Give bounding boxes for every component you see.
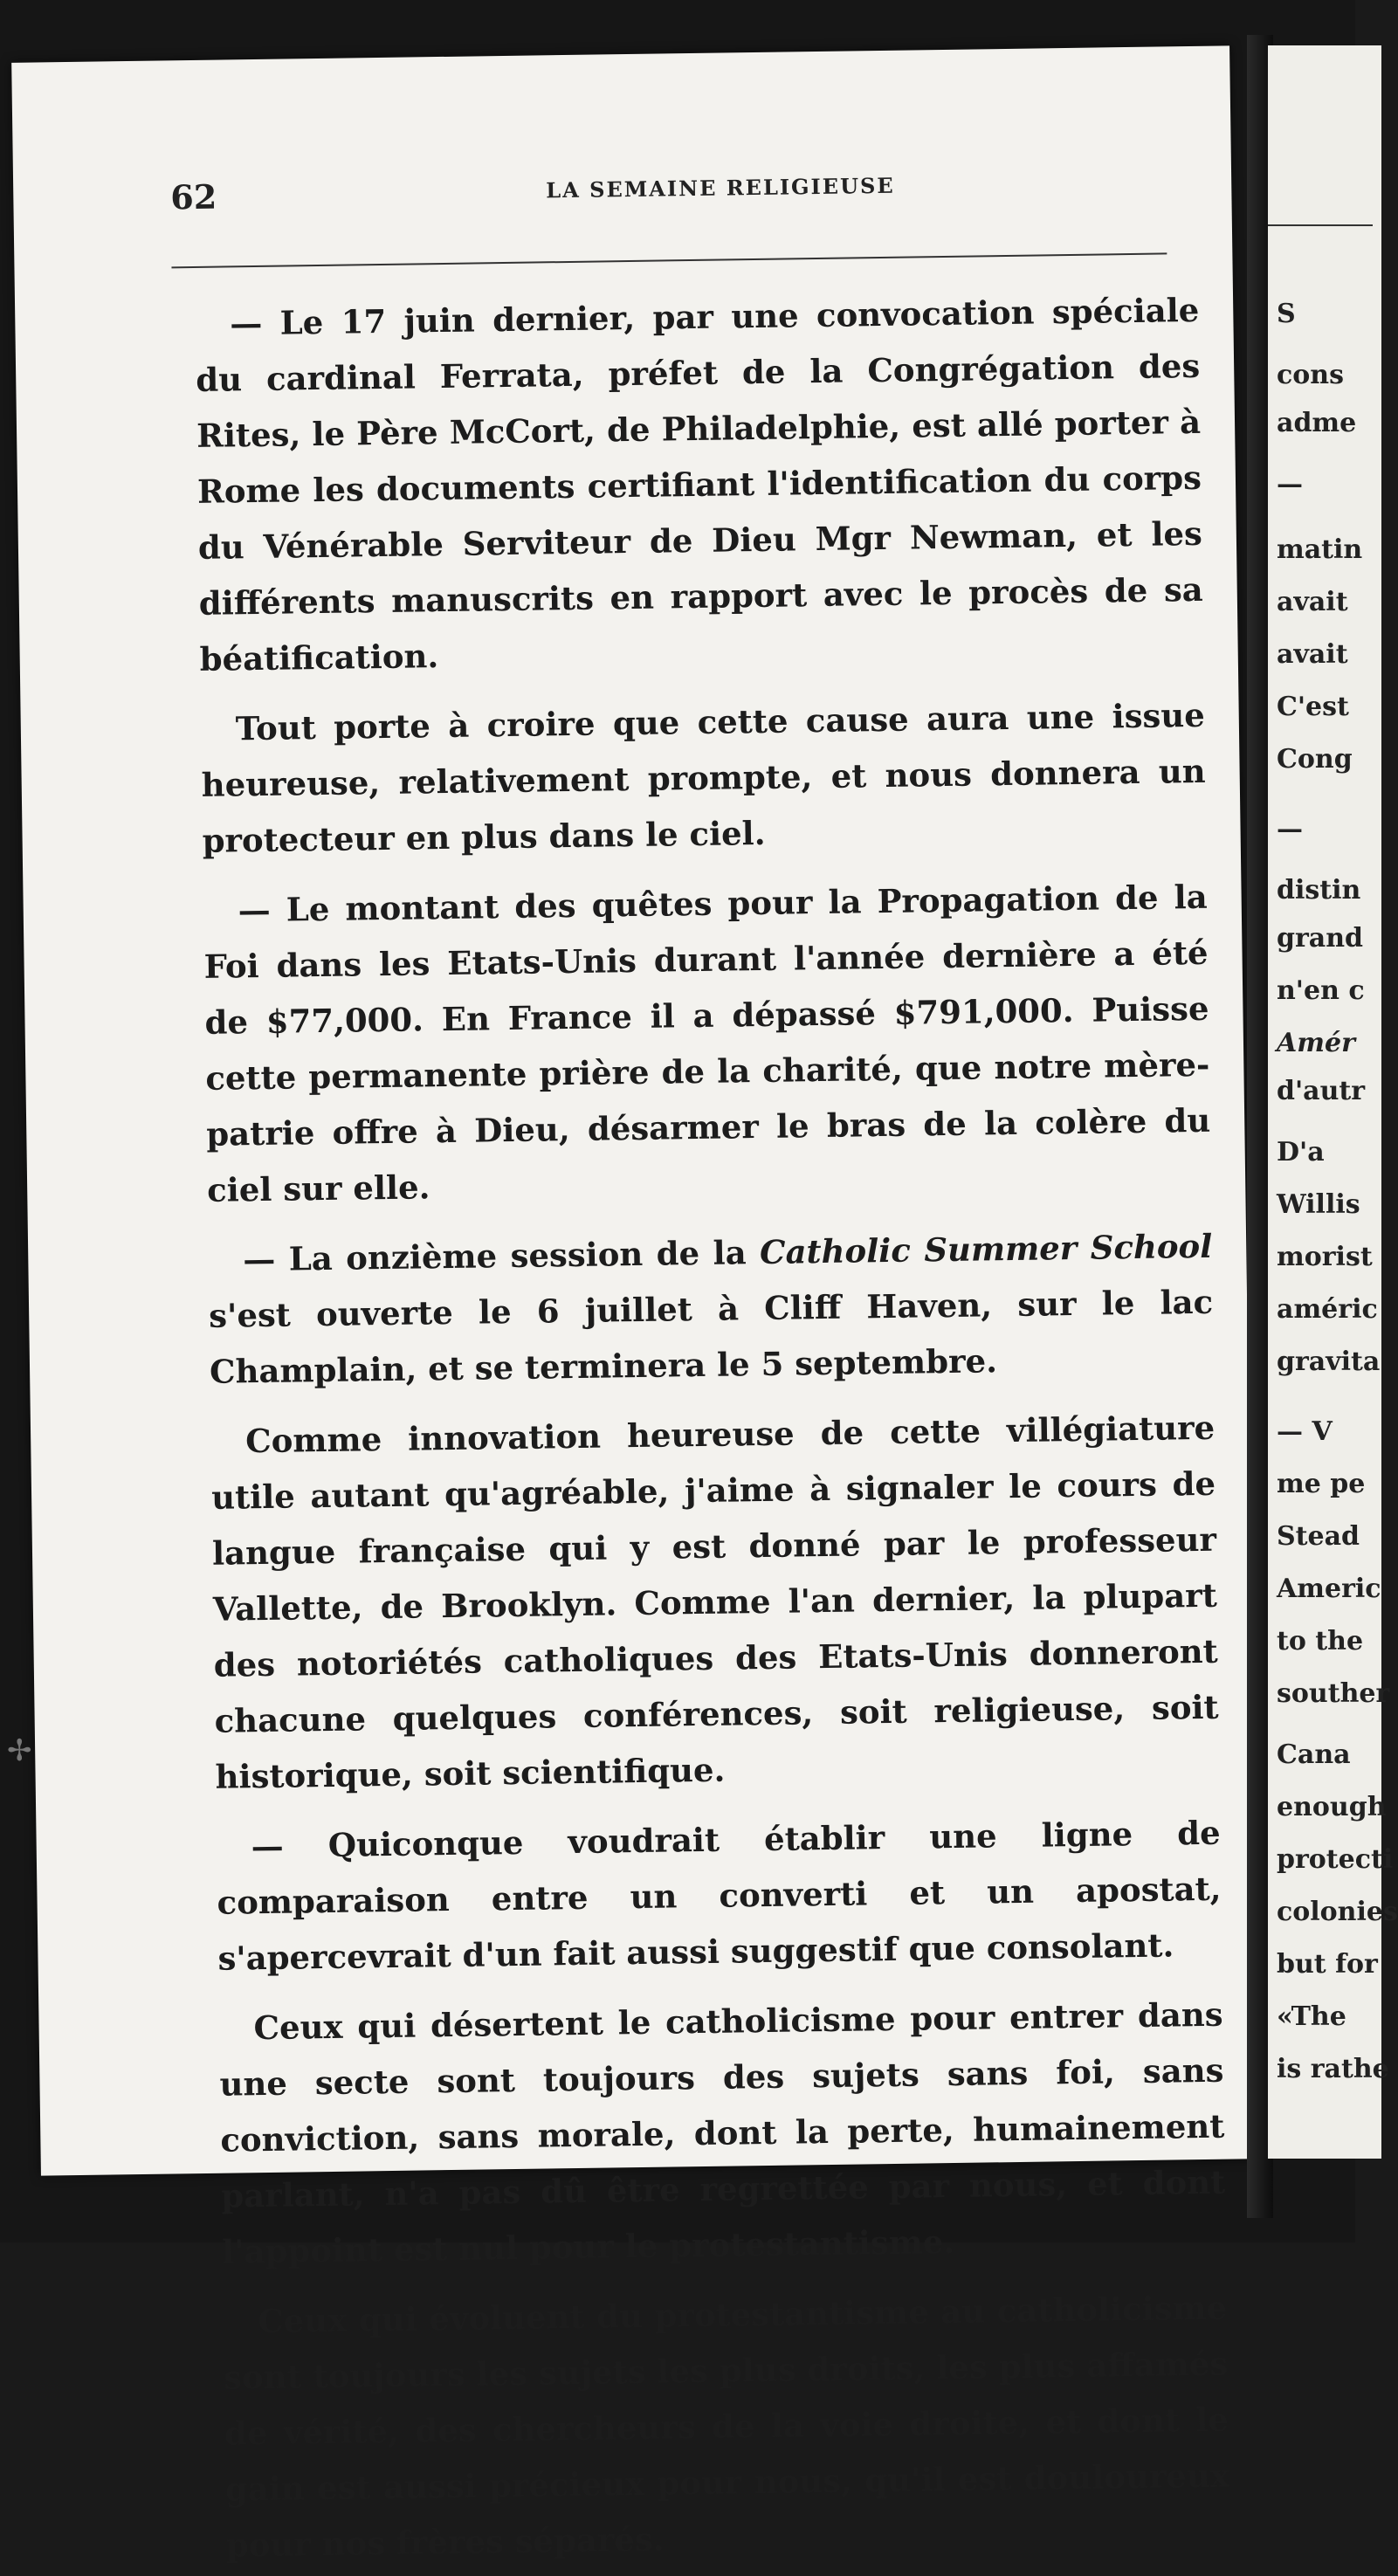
header-rule [171,252,1167,268]
adjacent-page-fragment: Willis [1277,1189,1360,1220]
adjacent-page-fragment: matin [1277,534,1363,565]
paragraph-converts: Ceux qui évoluent du protestantisme au catholicisme sont toujours les sujets les plus droits, les plus affamés de vérité, des chercheurs de la voie droite, et dont le gain est aussi précieux pour nous, qu'il est douloureux pour nos frères séparés. [223,2288,1230,2565]
adjacent-page-fragment: n'en c [1277,975,1365,1006]
adjacent-page-fragment: to the [1277,1626,1364,1656]
adjacent-page-fragment: «The [1277,2001,1346,2032]
adjacent-page-fragment: avait [1277,639,1348,670]
adjacent-page-fragment: adme [1277,408,1357,438]
adjacent-page-fragment: Stead [1277,1521,1360,1552]
adjacent-page-fragment: — [1277,814,1303,844]
paragraph-cause: Tout porte à croire que cette cause aura une issue heureuse, relativement prompte, et nous donnera un protecteur en plus dans le ciel. [201,695,1206,860]
adjacent-page-fragment: cons [1277,360,1344,390]
adjacent-page-fragment: — [1277,469,1303,499]
page-number: 62 [170,176,217,217]
adjacent-page-fragment: — V [1277,1416,1333,1447]
book-page [11,45,1259,2565]
adjacent-page-fragment: Cong [1277,744,1353,775]
margin-mark-icon: ✢ [7,1733,32,1768]
paragraph-comparison: — Quiconque voudrait établir une ligne de comparaison entre un converti et un apostat, s'apercevrait d'un fait aussi suggestif que consolant. [217,1813,1222,1978]
adjacent-page-fragment: S [1277,299,1296,329]
adjacent-page-fragment: C'est [1277,692,1349,722]
page-body [195,282,1230,2573]
paragraph-innovation: Comme innovation heureuse de cette villégiature utile autant qu'agréable, j'aime à signaler le cours de langue française qui y est donné par le professeur Vallette, de Brooklyn. Comme l'an dernier, la plupart des notoriétés catholiques des Etats-Unis donneront chacune quelques conférences, soit religieuse, soit historique, soit scientifique. [210,1408,1219,1796]
adjacent-page-fragment: Cana [1277,1739,1351,1770]
adjacent-page-fragment: protecti [1277,1844,1394,1875]
adjacent-page-rule [1268,224,1373,226]
adjacent-page-fragment: grand [1277,923,1364,954]
adjacent-page-fragment: améric [1277,1294,1378,1325]
adjacent-page-fragment: gravita [1277,1347,1381,1377]
paragraph-deserters: Ceux qui désertent le catholicisme pour entrer dans une secte sont toujours des sujets sans foi, sans conviction, sans morale, dont la perte, humainement parlant, n'a pas dû être regrettée par nous, et dont l'appoint est nul pour le protestantisme. [219,1994,1226,2271]
summer-school-text-after: s'est ouverte le 6 juillet à Cliff Haven, sur le lac Champlain, et se terminera le 5 septembre. [208,1282,1214,1391]
page-header [170,155,1193,230]
adjacent-page-fragment: me pe [1277,1469,1366,1499]
adjacent-page [1268,45,1398,2159]
adjacent-page-fragment: but for [1277,1949,1378,1980]
paragraph-newman: — Le 17 juin dernier, par une convocation spéciale du cardinal Ferrata, préfet de la Congrégation des Rites, le Père McCort, de Philadelphie, est allé porter à Rome les documents certifiant l'identification du corps du Vénérable Serviteur de Dieu Mgr Newman, et les différents manuscrits en rapport avec le procès de sa béatification. [195,290,1204,678]
adjacent-page-fragment: souther [1277,1678,1390,1709]
summer-school-text-before: — La onzième session de la [243,1233,761,1279]
adjacent-page-fragment: enough [1277,1792,1387,1822]
adjacent-page-fragment: avait [1277,587,1348,617]
adjacent-page-fragment: Amér [1277,1028,1355,1058]
adjacent-page-fragment: D'a [1277,1137,1325,1167]
adjacent-page-fragment: morist [1277,1242,1373,1272]
adjacent-page-fragment: Americ [1277,1574,1381,1604]
adjacent-page-fragment: colonies [1277,1897,1398,1927]
paragraph-propagation: — Le montant des quêtes pour la Propagation de la Foi dans les Etats-Unis durant l'année dernière a été de $77,000. En France il a dépassé $791,000. Puisse cette permanente prière de la charité, que notre mère-patrie offre à Dieu, désarmer le bras de la colère du ciel sur elle. [203,877,1211,1209]
paragraph-summer-school [208,1218,1215,1400]
summer-school-italic: Catholic Summer School [759,1226,1213,1272]
adjacent-page-fragment: d'autr [1277,1076,1366,1106]
adjacent-page-fragment: is rathe [1277,2054,1389,2084]
adjacent-page-fragment: distin [1277,875,1361,906]
running-head: LA SEMAINE RELIGIEUSE [546,172,895,203]
